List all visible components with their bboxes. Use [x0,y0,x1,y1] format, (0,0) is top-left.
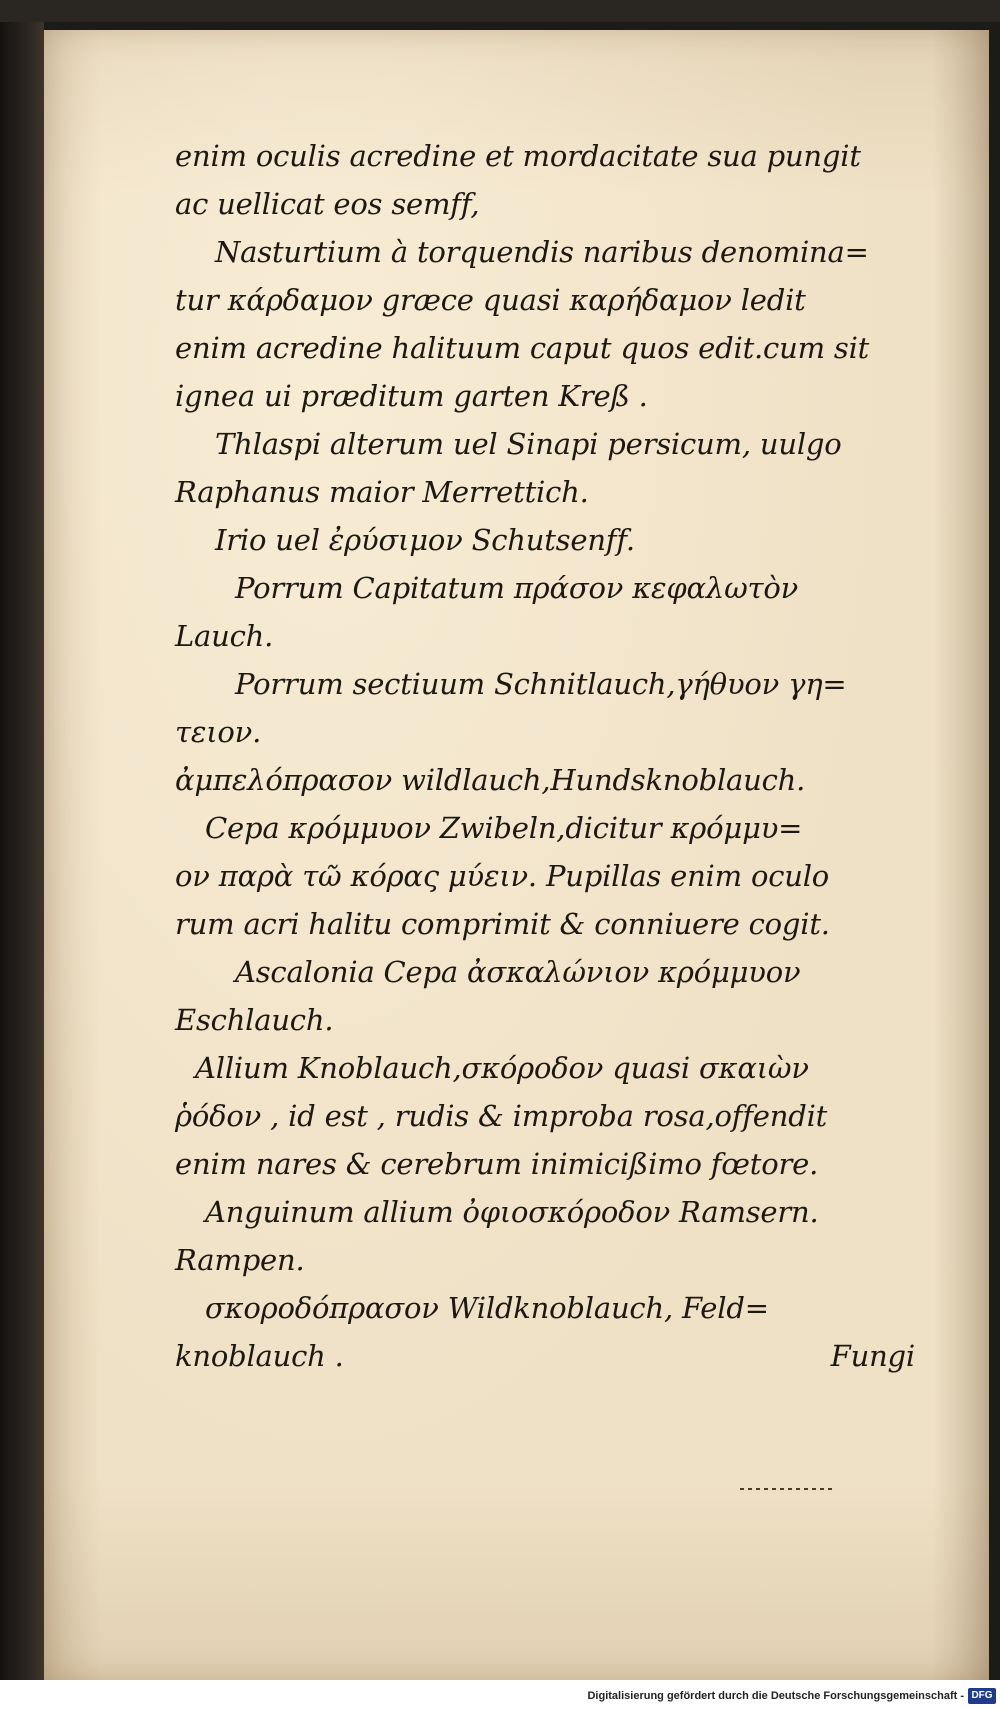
text-line: Anguinum allium ὀφιοσκόροδον Ramsern. [205,1195,819,1229]
text-line: Eschlauch. [175,1003,334,1037]
text-line: Cepa κρόμμυον Zwibeln,dicitur κρόμμυ= [205,811,803,845]
text-line: ignea ui præditum garten Kreß . [175,379,648,413]
text-line: enim acredine halituum caput quos edit.cum sit [175,331,870,365]
text-line: knoblauch . [175,1339,344,1373]
catchword: Fungi [830,1339,915,1373]
text-line: ac uellicat eos semff, [175,187,480,221]
text-line: Porrum sectiuum Schnitlauch,γήθυον γη= [235,667,847,701]
dfg-logo: DFG [968,1688,996,1704]
text-line: ῥόδον , id est , rudis & improba rosa,offendit [175,1099,828,1133]
text-line: ἀμπελόπρασον wildlauch,Hundsknoblauch. [175,763,806,797]
text-line: Allium Knoblauch,σκόροδον quasi σκαιὼν [195,1051,809,1085]
text-line: ον παρὰ τῶ κόρας μύειν. Pupillas enim oculo [175,859,830,893]
text-line: enim nares & cerebrum inimicißimo fœtore. [175,1147,819,1181]
top-dark-strip [0,0,1000,22]
page-ornament [740,1480,850,1484]
text-line: tur κάρδαμον græce quasi καρήδαμον ledit [175,283,806,317]
text-line: Nasturtium à torquendis naribus denomina= [215,235,869,269]
binding-shadow [0,22,44,1680]
text-line: rum acri halitu comprimit & conniuere cogit. [175,907,830,941]
digitization-credit: Digitalisierung gefördert durch die Deutsche Forschungsgemeinschaft - [587,1690,964,1702]
text-line: Ascalonia Cepa ἀσκαλώνιον κρόμμυον [235,955,801,989]
text-line: τειον. [175,715,262,749]
text-line: Lauch. [175,619,274,653]
text-line: Irio uel ἐρύσιμον Schutsenff. [215,523,635,557]
text-line: Thlaspi alterum uel Sinapi persicum, uulgo [215,427,842,461]
text-line: Raphanus maior Merrettich. [175,475,589,509]
text-line: enim oculis acredine et mordacitate sua pungit [175,139,861,173]
text-line: σκοροδόπρασον Wildknoblauch, Feld= [205,1291,769,1325]
text-line: Rampen. [175,1243,305,1277]
text-line-with-catchword [175,1332,915,1380]
text-line: Porrum Capitatum πράσον κεφαλωτὸν [235,571,799,605]
page-text [175,132,915,1380]
